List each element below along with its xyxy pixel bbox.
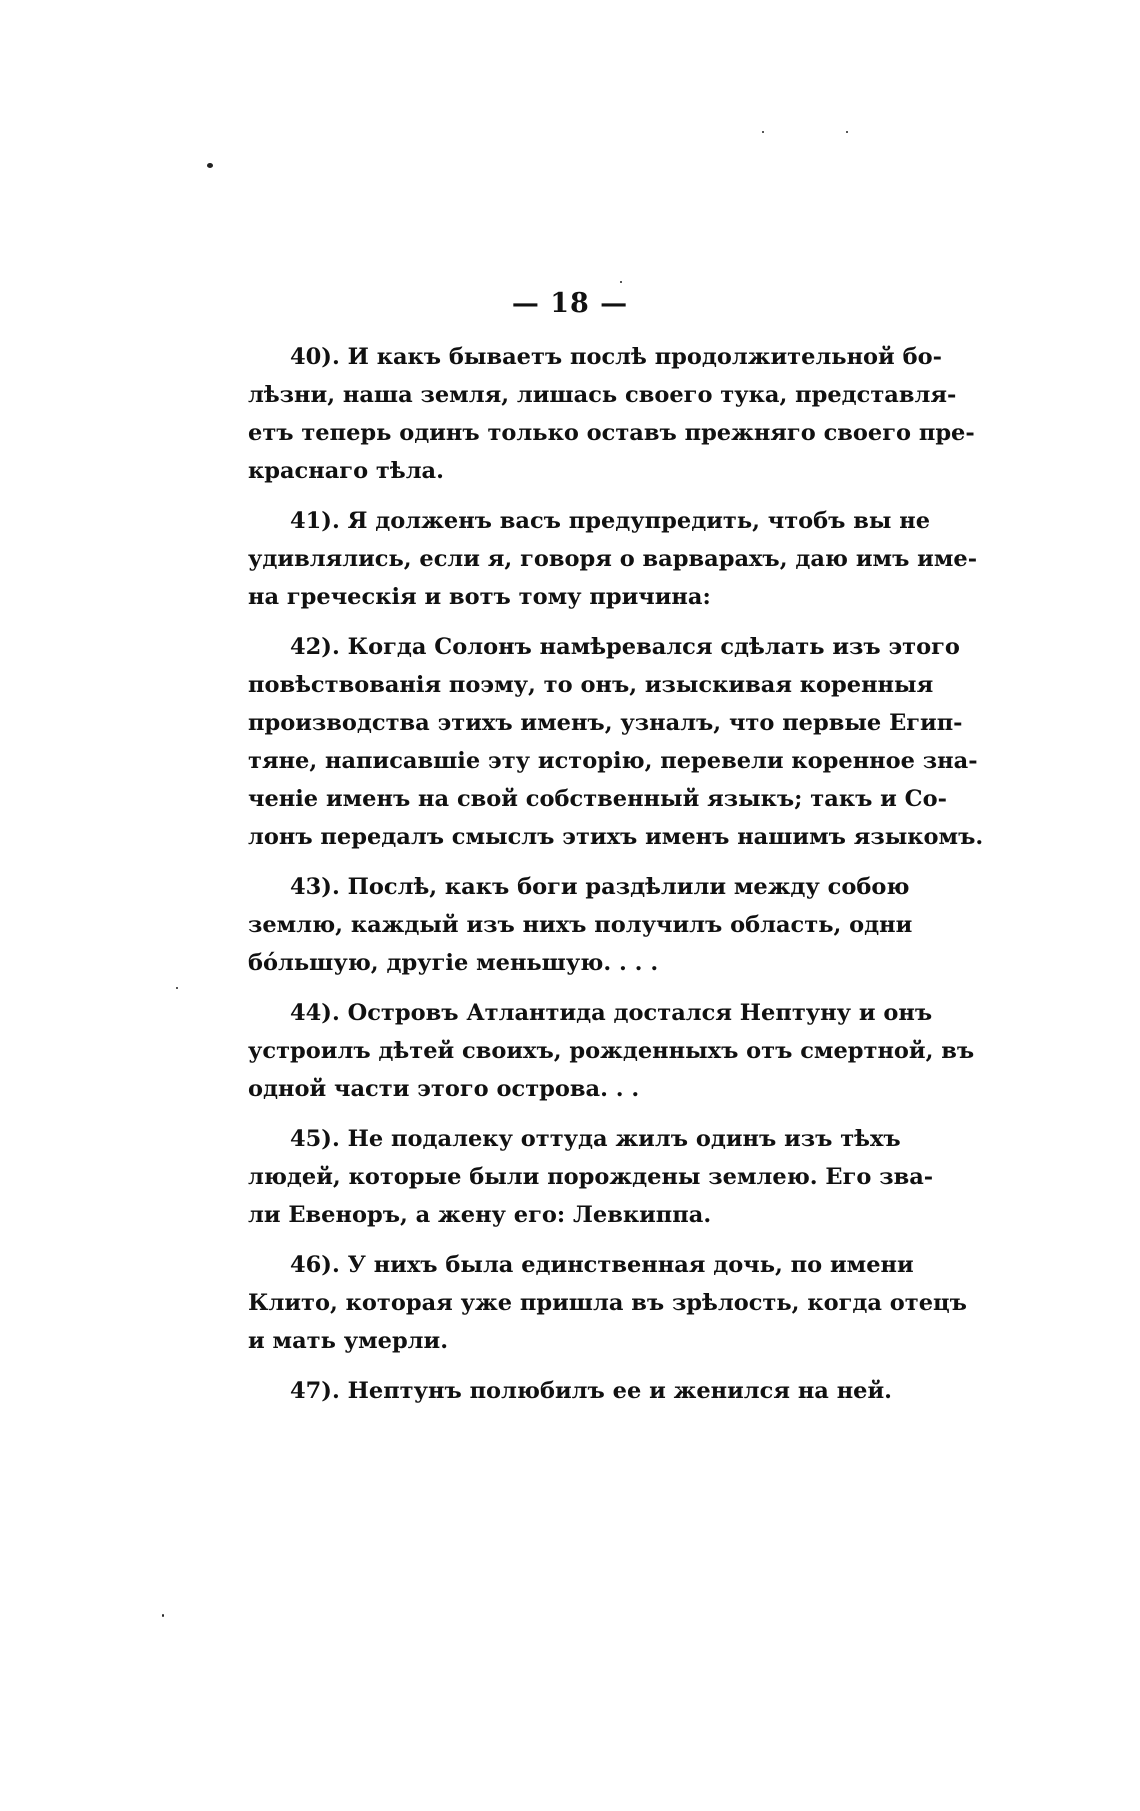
text-line: на греческія и вотъ тому причина: — [248, 584, 711, 610]
text-line: бо́льшую, другіе меньшую. . . . — [248, 950, 659, 976]
text-line: лѣзни, наша земля, лишась своего тука, представля- — [248, 382, 957, 408]
text-line: 43). Послѣ, какъ боги раздѣлили между собою — [290, 874, 910, 900]
text-line: землю, каждый изъ нихъ получилъ область, одни — [248, 912, 913, 938]
paragraph-43 — [248, 868, 913, 982]
text-line: Клито, которая уже пришла въ зрѣлость, когда отецъ — [248, 1290, 967, 1316]
text-line: тяне, написавшіе эту исторію, перевели коренное зна- — [248, 748, 978, 774]
text-line: ли Евеноръ, а жену его: Левкиппа. — [248, 1202, 712, 1228]
text-line: краснаго тѣла. — [248, 458, 444, 484]
ink-speck — [846, 131, 848, 133]
paragraph-44 — [248, 994, 975, 1108]
text-line: людей, которые были порождены землею. Его зва- — [248, 1164, 934, 1190]
paragraph-47 — [248, 1372, 893, 1410]
text-line: устроилъ дѣтей своихъ, рожденныхъ отъ смертной, въ — [248, 1038, 975, 1064]
text-line: удивлялись, если я, говоря о варварахъ, даю имъ име- — [248, 546, 978, 572]
text-line: ченіе именъ на свой собственный языкъ; такъ и Со- — [248, 786, 947, 812]
text-line: одной части этого острова. . . — [248, 1076, 640, 1102]
paragraph-42 — [248, 628, 984, 856]
text-line: 41). Я долженъ васъ предупредить, чтобъ вы не — [290, 508, 931, 534]
page-number: — 18 — — [511, 288, 629, 319]
ink-speck — [762, 131, 764, 133]
paragraph-46 — [248, 1246, 967, 1360]
text-line: производства этихъ именъ, узналъ, что первые Егип- — [248, 710, 963, 736]
text-line: 47). Нептунъ полюбилъ ее и женился на ней. — [290, 1378, 893, 1404]
body-text — [248, 338, 984, 1422]
text-line: и мать умерли. — [248, 1328, 449, 1354]
text-line: 40). И какъ бываетъ послѣ продолжительной бо- — [290, 344, 942, 370]
ink-speck — [162, 1614, 164, 1617]
text-line: 42). Когда Солонъ намѣревался сдѣлать изъ этого — [290, 634, 960, 660]
paragraph-45 — [248, 1120, 934, 1234]
paragraph-41 — [248, 502, 978, 616]
paragraph-40 — [248, 338, 975, 490]
ink-speck — [207, 163, 213, 168]
text-line: 46). У нихъ была единственная дочь, по имени — [290, 1252, 914, 1278]
text-line: 45). Не подалеку оттуда жилъ одинъ изъ тѣхъ — [290, 1126, 901, 1152]
text-line: етъ теперь одинъ только оставъ прежняго своего пре- — [248, 420, 975, 446]
text-line: лонъ передалъ смыслъ этихъ именъ нашимъ языкомъ. — [248, 824, 984, 850]
text-line: 44). Островъ Атлантида достался Нептуну и онъ — [290, 1000, 933, 1026]
ink-speck — [620, 281, 622, 283]
ink-speck — [176, 987, 178, 989]
text-line: повѣствованія поэму, то онъ, изыскивая коренныя — [248, 672, 934, 698]
